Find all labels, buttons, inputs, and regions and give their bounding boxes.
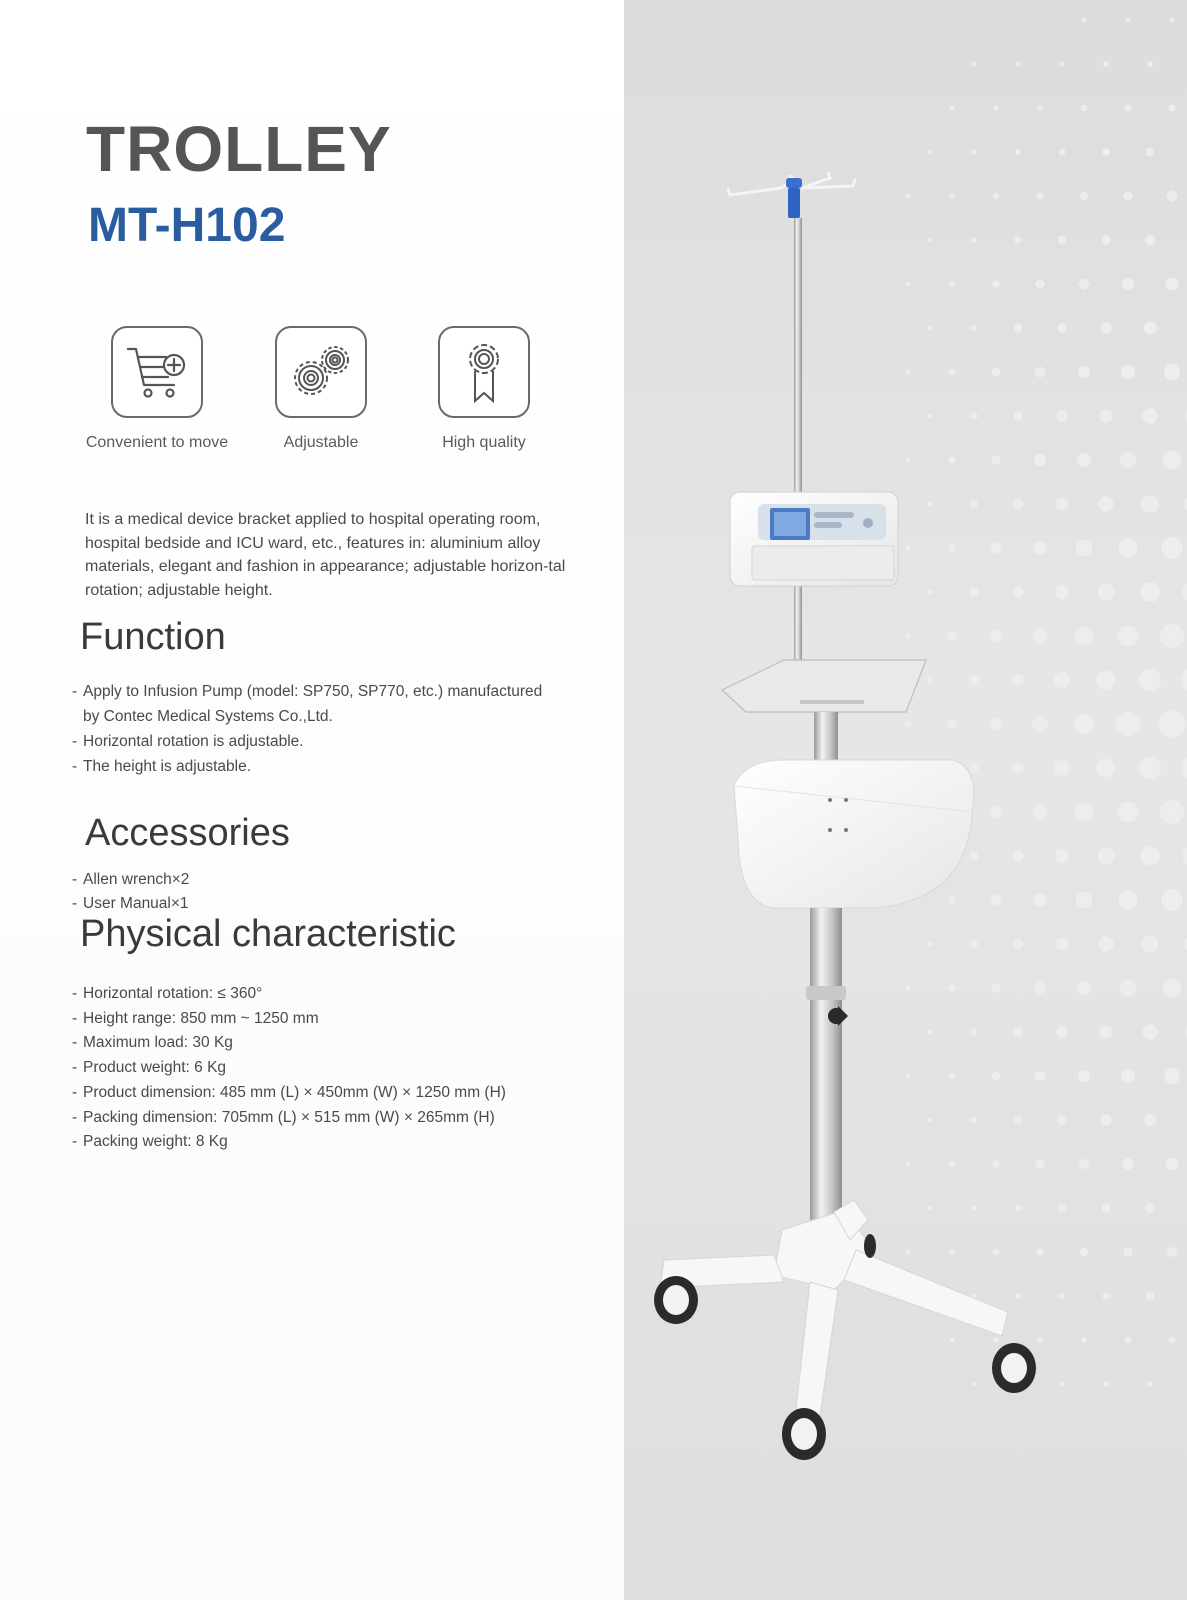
physical-heading: Physical characteristic <box>80 913 456 955</box>
feature-convenient <box>72 326 242 452</box>
accessories-list <box>72 868 189 915</box>
list-item: by Contec Medical Systems Co.,Ltd. <box>83 708 333 725</box>
model-number: MT-H102 <box>88 199 286 252</box>
function-heading: Function <box>80 616 226 658</box>
list-item: - Horizontal rotation: ≤ 360° <box>72 985 263 1002</box>
base <box>660 1200 1008 1416</box>
list-item: - Product dimension: 485 mm (L) × 450mm (W) × 1250 mm (H) <box>72 1083 506 1101</box>
feature-quality <box>399 326 569 452</box>
basket <box>734 760 974 908</box>
feature-icon-box <box>438 326 530 418</box>
accessories-heading: Accessories <box>85 812 290 854</box>
trolley-product-image <box>624 0 1187 1600</box>
feature-label: Adjustable <box>283 434 359 451</box>
list-item: - Maximum load: 30 Kg <box>72 1034 233 1052</box>
quality-award-icon <box>449 335 519 409</box>
list-item: - The height is adjustable. <box>72 758 252 775</box>
list-item: - Height range: 850 mm ~ 1250 mm <box>72 1009 319 1027</box>
list-item: - Packing weight: 8 Kg <box>72 1133 228 1151</box>
physical-list <box>72 982 506 1155</box>
list-item: - Apply to Infusion Pump (model: SP750, SP770, etc.) manufactured <box>72 683 543 700</box>
feature-label: Convenient to move <box>85 434 229 451</box>
product-image-panel <box>624 0 1187 1600</box>
feature-adjustable <box>236 326 406 452</box>
list-item: - Packing dimension: 705mm (L) × 515 mm (W) × 265mm (H) <box>72 1108 495 1126</box>
list-item: - User Manual×1 <box>72 894 189 912</box>
function-list <box>72 679 542 779</box>
feature-icon-box <box>111 326 203 418</box>
list-item: - Horizontal rotation is adjustable. <box>72 733 304 750</box>
feature-label: High quality <box>442 434 526 451</box>
product-description: It is a medical device bracket applied to hospital operating room, hospital bedside and ICU ward, etc., features in: aluminium alloy materials, elegant and fashion in appearance; adjustable horizon-tal rotation; adjustable height. <box>85 511 566 599</box>
feature-icon-box <box>275 326 367 418</box>
page-title: TROLLEY <box>86 113 392 185</box>
list-item: - Allen wrench×2 <box>72 871 190 888</box>
list-item: - Product weight: 6 Kg <box>72 1059 227 1077</box>
shopping-cart-plus-icon <box>122 337 192 407</box>
gears-icon <box>285 336 357 408</box>
infusion-pump <box>730 492 898 586</box>
